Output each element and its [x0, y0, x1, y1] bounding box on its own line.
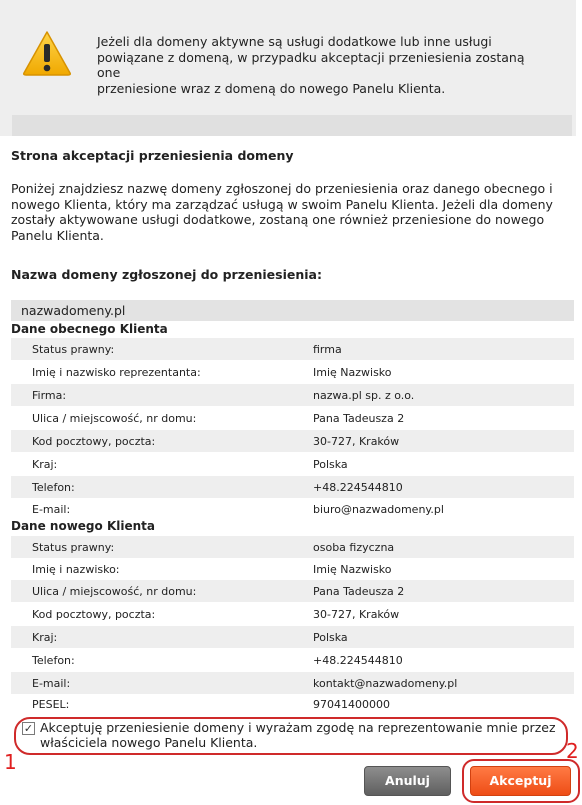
row-label: Imię i nazwisko reprezentanta: [32, 366, 201, 379]
notice-text [97, 34, 527, 96]
row-value: 30-727, Kraków [313, 608, 400, 621]
table-row [11, 603, 574, 625]
table-row [11, 536, 574, 558]
table-row [11, 430, 574, 452]
table-row [11, 361, 574, 383]
accept-button[interactable]: Akceptuj [470, 766, 571, 796]
notice-panel [0, 0, 576, 136]
domain-heading: Nazwa domeny zgłoszonej do przeniesienia: [11, 267, 322, 282]
row-value: 97041400000 [313, 698, 390, 711]
table-row [11, 693, 574, 715]
row-value: biuro@nazwadomeny.pl [313, 503, 444, 516]
notice-line: przeniesione wraz z domeną do nowego Panelu Klienta. [97, 80, 446, 96]
table-row [11, 672, 574, 694]
row-value: nazwa.pl sp. z o.o. [313, 389, 415, 402]
cancel-button[interactable]: Anuluj [364, 766, 451, 796]
row-label: PESEL: [32, 698, 70, 711]
row-value: Polska [313, 631, 348, 644]
table-row [11, 580, 574, 602]
row-label: Kraj: [32, 458, 58, 471]
notice-line: powiązane z domeną, w przypadku akceptacji przeniesienia zostaną one [97, 49, 525, 80]
intro-line: Poniżej znajdziesz nazwę domeny zgłoszonej do przeniesienia oraz danego obecnego i [11, 181, 553, 196]
intro-line: Panelu Klienta. [11, 227, 104, 243]
table-row [11, 384, 574, 406]
row-value: Pana Tadeusza 2 [313, 585, 405, 598]
intro-line: nowego Klienta, który ma zarządzać usługą w swoim Panelu Klienta. Jeżeli dla domeny [11, 196, 553, 212]
row-label: Telefon: [32, 654, 75, 667]
row-value: firma [313, 343, 342, 356]
intro-line: zostały aktywowane usługi dodatkowe, zostaną one również przeniesione do nowego [11, 212, 545, 227]
new-client-heading: Dane nowego Klienta [11, 519, 155, 533]
intro-text [11, 181, 571, 243]
row-label: Telefon: [32, 481, 75, 494]
notice-line: Jeżeli dla domeny aktywne są usługi dodatkowe lub inne usługi [97, 34, 492, 49]
row-label: Status prawny: [32, 541, 115, 554]
row-label: E-mail: [32, 677, 71, 690]
row-label: Ulica / miejscowość, nr domu: [32, 412, 197, 425]
row-value: Pana Tadeusza 2 [313, 412, 405, 425]
table-row [11, 407, 574, 429]
row-value: Imię Nazwisko [313, 366, 392, 379]
row-value: +48.224544810 [313, 654, 403, 667]
row-value: Polska [313, 458, 348, 471]
section-title: Strona akceptacji przeniesienia domeny [11, 148, 294, 163]
row-value: +48.224544810 [313, 481, 403, 494]
consent-checkbox[interactable]: ✓ [23, 722, 34, 735]
consent-line: Akceptuję przeniesienie domeny i wyrażam zgodę na reprezentowanie mnie przez [40, 720, 556, 735]
row-label: Ulica / miejscowość, nr domu: [32, 585, 197, 598]
table-row [11, 338, 574, 360]
annotation-marker-2: 2 [566, 739, 579, 763]
annotation-marker-1: 1 [4, 750, 17, 774]
row-label: E-mail: [32, 503, 71, 516]
row-label: Firma: [32, 389, 67, 402]
domain-name: nazwadomeny.pl [21, 303, 126, 318]
consent-highlight [14, 717, 568, 755]
table-row [11, 498, 574, 520]
row-value: kontakt@nazwadomeny.pl [313, 677, 458, 690]
table-row [11, 476, 574, 498]
row-label: Kod pocztowy, poczta: [32, 608, 156, 621]
table-row [11, 558, 574, 580]
table-row [11, 649, 574, 671]
table-row [11, 626, 574, 648]
notice-divider [12, 115, 572, 136]
row-value: Imię Nazwisko [313, 563, 392, 576]
current-client-heading: Dane obecnego Klienta [11, 322, 168, 336]
row-value: 30-727, Kraków [313, 435, 400, 448]
domain-name-box [11, 300, 574, 321]
row-label: Kraj: [32, 631, 58, 644]
row-label: Kod pocztowy, poczta: [32, 435, 156, 448]
table-row [11, 453, 574, 475]
row-label: Status prawny: [32, 343, 115, 356]
row-label: Imię i nazwisko: [32, 563, 120, 576]
row-value: osoba fizyczna [313, 541, 395, 554]
warning-icon [22, 30, 72, 76]
consent-line: właściciela nowego Panelu Klienta. [40, 735, 258, 750]
consent-label [40, 720, 562, 750]
